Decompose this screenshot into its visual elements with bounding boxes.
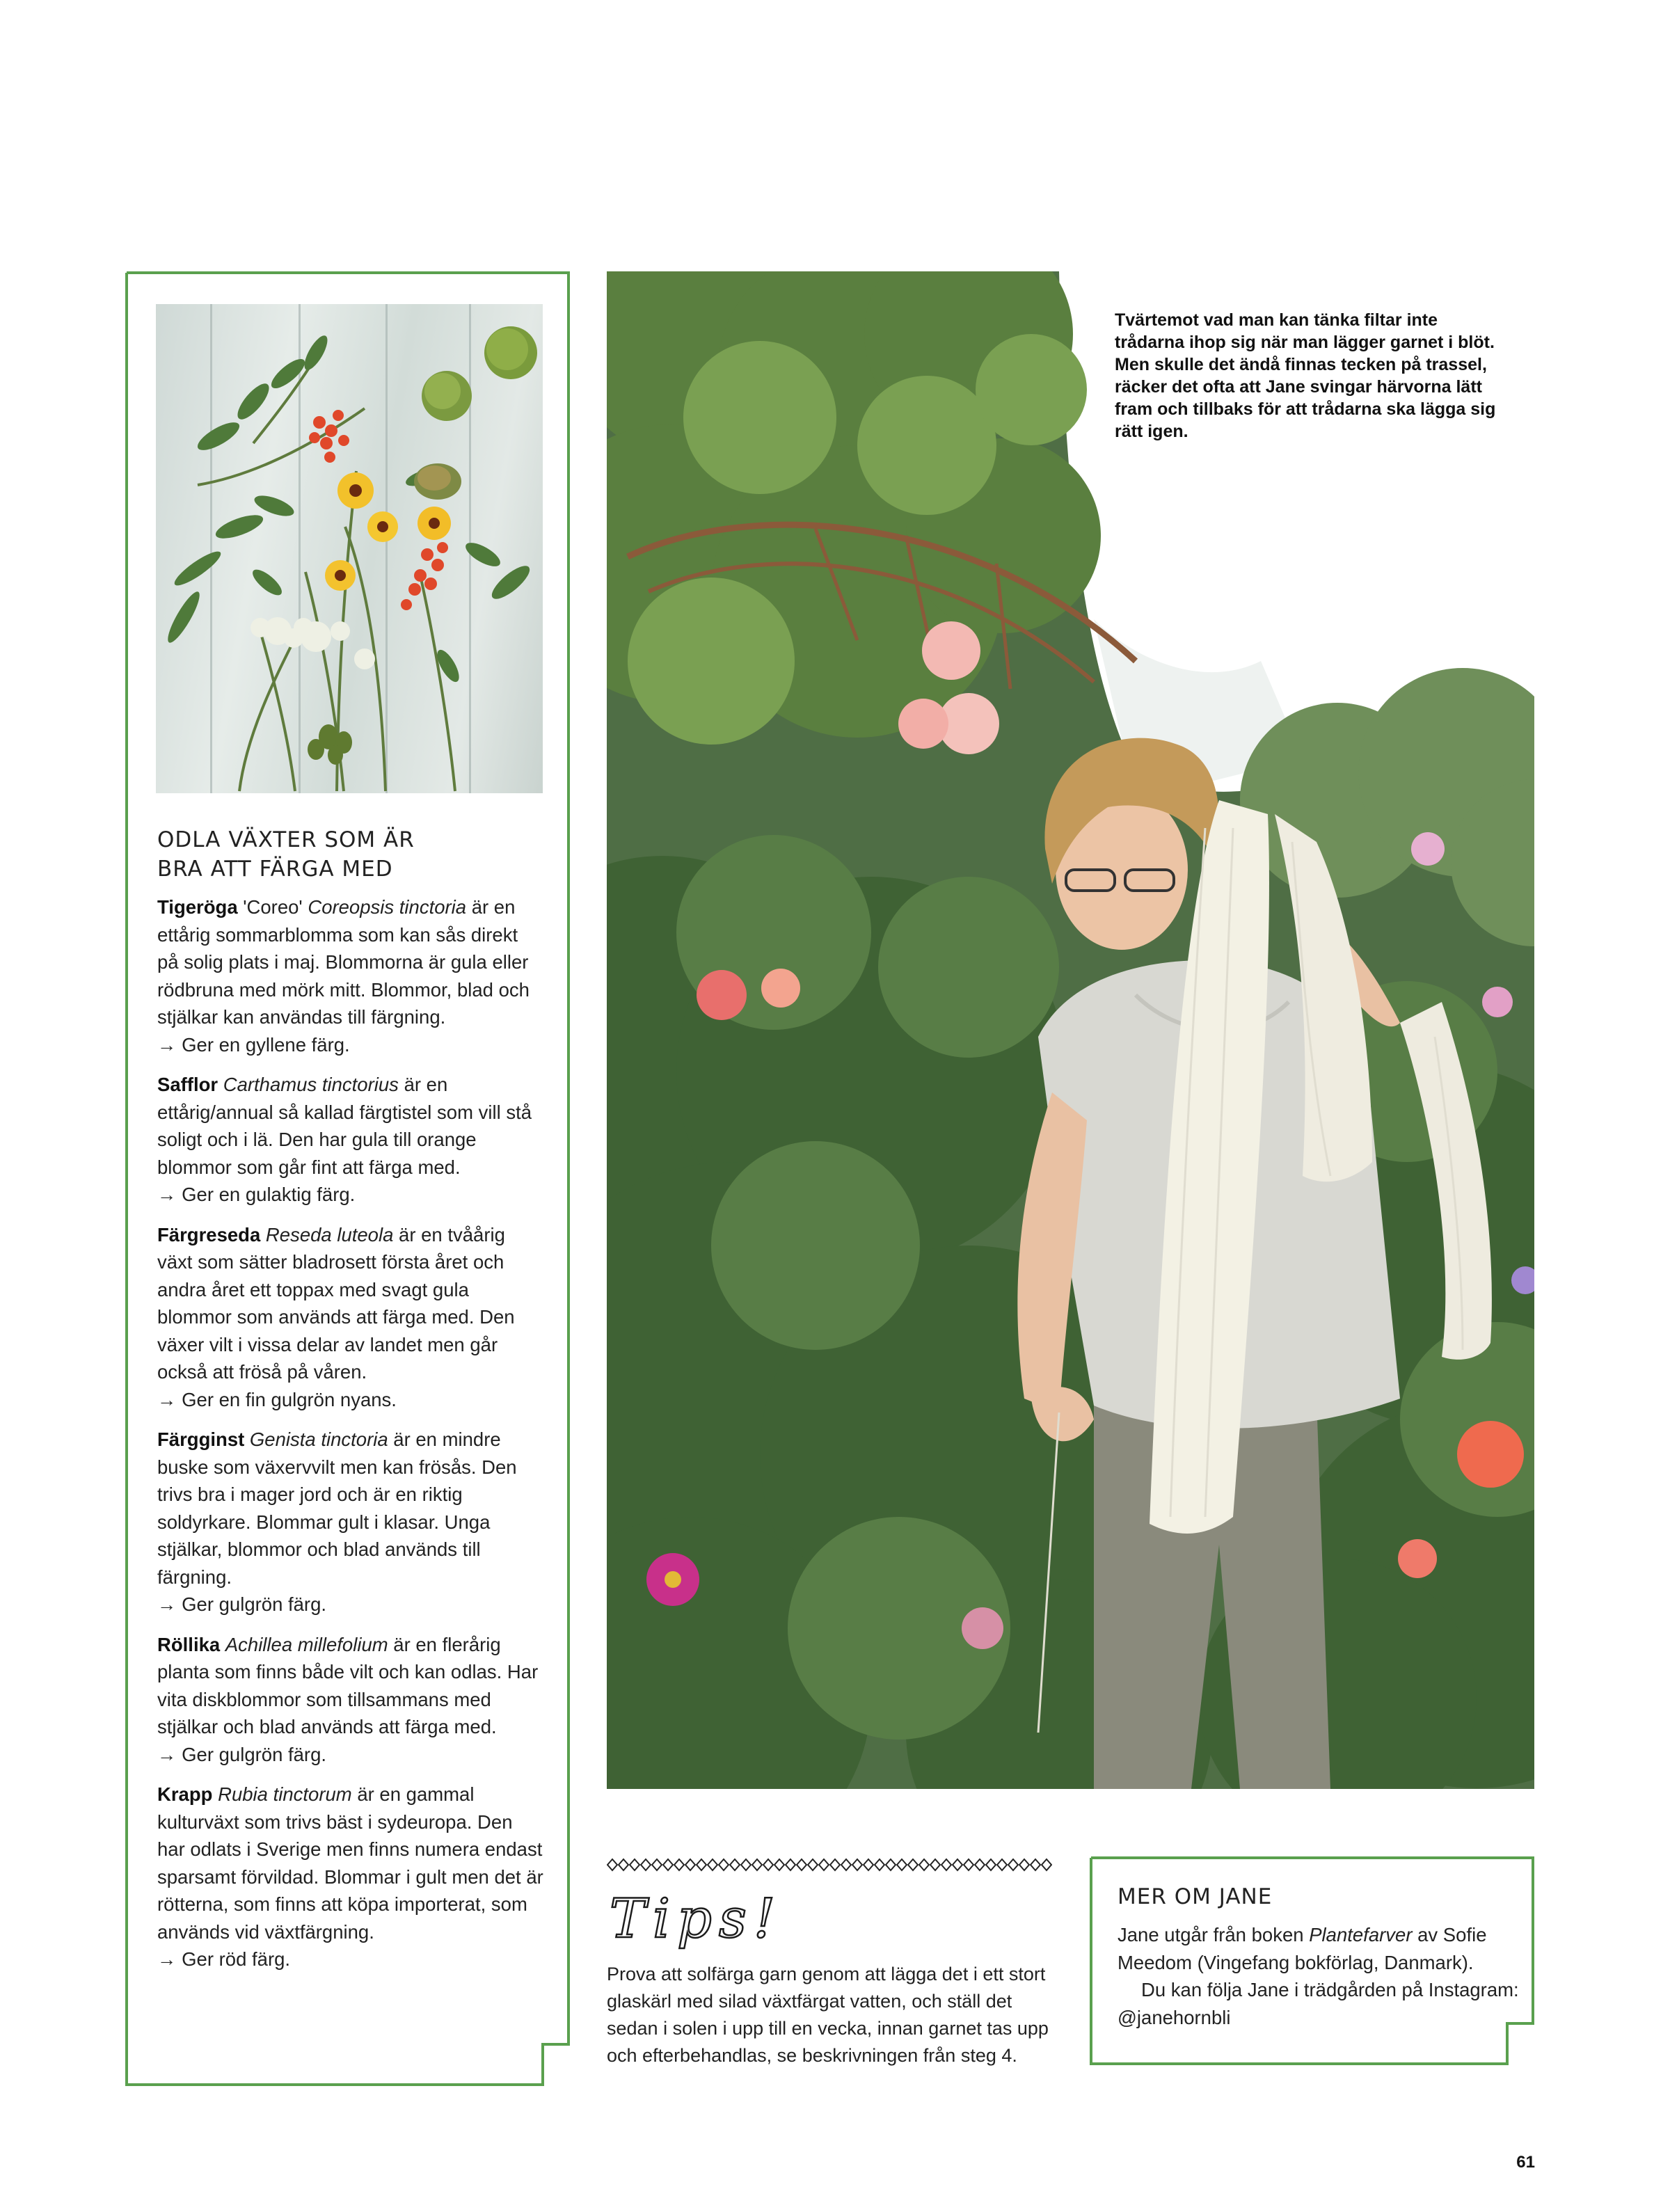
plant-name: Färgginst: [157, 1429, 245, 1450]
plant-list-section: [157, 825, 544, 1986]
tips-diamond-border: [607, 1856, 1052, 1873]
tips-text: Prova att solfärga garn genom att lägga det i ett stort glaskärl med silad växtfärgat vatten, och ställ det sedan i solen i upp till en vecka, innan garnet tas upp och efterbehandlas, se beskrivningen från steg 4.: [607, 1964, 1049, 2066]
plant-dye-result: → Ger en gyllene färg.: [157, 1033, 350, 1056]
plant-description: är en ettårig sommarblomma som kan sås direkt på solig plats i maj. Blommorna är gula eller rödbruna med mörk mitt. Blommor, blad och stjälkar kan användas till färgning.: [157, 896, 530, 1028]
plant-latin-name: Achillea millefolium: [225, 1633, 388, 1655]
plant-entry-farjginst: [157, 1426, 544, 1618]
plant-description: är en tvåårig växt som sätter bladrosett första året och andra året ett toppax med svagt gula blommor som används att färga med. Den växer vilt i vissa delar av landet men går också att fröså på våren.: [157, 1223, 515, 1383]
plant-description: är en mindre buske som växervvilt men kan frösås. Den trivs bra i mager jord och är en riktig soldyrkare. Blommar gult i klasar. Unga stjälkar, blommor och blad används till färgning.: [157, 1429, 517, 1588]
plant-dye-result: → Ger röd färg.: [157, 1948, 291, 1970]
plant-dye-result: → Ger gulgrön färg.: [157, 1593, 327, 1615]
plant-description: är en gammal kulturväxt som trivs bäst i sydeuropa. Den har odlats i Sverige men finns numera endast sparsamt förvildad. Blommar i gult men det är rötterna, som finns att köpa importerat, som används vid växtfärgning.: [157, 1783, 543, 1943]
plant-description: är en flerårig planta som finns både vilt och kan odlas. Har vita diskblommor som tillsammans med stjälkar och blad används att färga med.: [157, 1633, 539, 1737]
plant-latin-name: Rubia tinctorum: [218, 1783, 352, 1805]
plant-latin-name: Coreopsis tinctoria: [308, 896, 467, 918]
jane-instagram-info: Du kan följa Jane i trädgården på Instagram: @janehornbli: [1118, 1979, 1519, 2028]
plant-dye-result: → Ger gulgrön färg.: [157, 1743, 327, 1765]
plant-entry-krapp: [157, 1781, 544, 1973]
plant-latin-name: Genista tinctoria: [249, 1429, 388, 1450]
plant-name: Färgreseda: [157, 1223, 261, 1246]
plant-description: är en ettårig/annual så kallad färgtistel som vill stå soligt och i lä. Den har gula till orange blommor som går fint att färga med.: [157, 1074, 532, 1178]
jane-book-text-pre: Jane utgår från boken: [1118, 1924, 1304, 1946]
photo-caption: Tvärtemot vad man kan tänka filtar inte trådarna ihop sig när man lägger garnet i blöt. Men skulle det ändå finnas tecken på trassel, räcker det ofta att Jane svingar härvorna lätt fram och tillbaks för att trådarna ska lägga sig rätt igen.: [1115, 310, 1496, 441]
plant-name: Safflor: [157, 1074, 218, 1095]
plant-entry-safflor: [157, 1071, 544, 1209]
plant-entry-rollika: [157, 1631, 544, 1769]
plant-name: Röllika: [157, 1633, 221, 1655]
plant-latin-name: Carthamus tinctorius: [223, 1074, 399, 1095]
plant-dye-result: → Ger en fin gulgrön nyans.: [157, 1388, 397, 1410]
sidebar-heading: ODLA VÄXTER SOM ÄR BRA ATT FÄRGA MED: [157, 827, 415, 882]
tips-title: [607, 1883, 788, 1959]
plant-name: Krapp: [157, 1783, 213, 1805]
tips-title-text: Tips!: [610, 1888, 783, 1950]
plant-cultivar: 'Coreo': [243, 896, 303, 918]
page-number: 61: [1516, 2153, 1535, 2172]
plants-flatlay-photo: [156, 304, 543, 793]
plant-name: Tigeröga: [157, 896, 238, 918]
jane-book-text-post: av Sofie Meedom (Vingefang bokförlag, Danmark).: [1118, 1924, 1487, 1973]
garden-portrait-photo: [607, 271, 1534, 1789]
jane-heading: MER OM JANE: [1118, 1884, 1273, 1909]
jane-book-title: Plantefarver: [1309, 1924, 1413, 1946]
jane-info-section: [1118, 1882, 1521, 2031]
jane-book-info: [1118, 1921, 1521, 1976]
plant-entry-tigeroga: [157, 893, 544, 1058]
plant-dye-result: → Ger en gulaktig färg.: [157, 1184, 356, 1205]
plant-entry-fargreseda: [157, 1221, 544, 1414]
plant-latin-name: Reseda luteola: [265, 1223, 394, 1246]
